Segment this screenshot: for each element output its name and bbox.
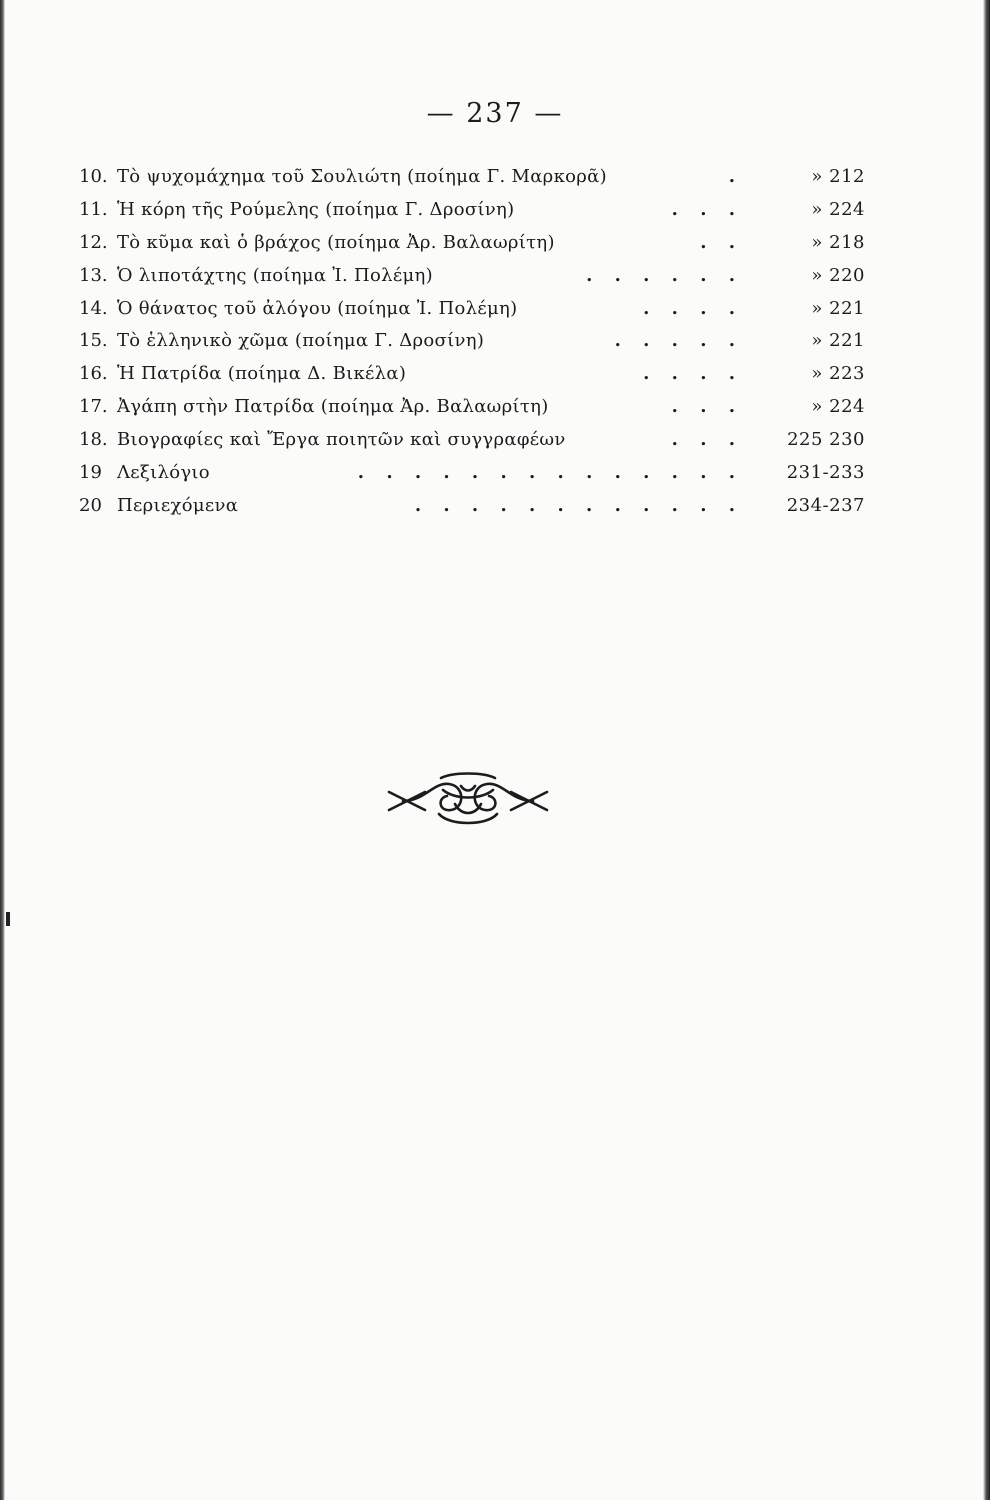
- scan-edge-left: [0, 0, 5, 1500]
- toc-dot-leaders: . .: [700, 231, 743, 253]
- scan-mark: [6, 912, 10, 926]
- toc-entry-title: Ἡ Πατρίδα (ποίημα Δ. Βικέλα): [117, 363, 407, 385]
- toc-dot-leaders: . . . . .: [614, 330, 743, 352]
- toc-dot-leaders: . . .: [671, 198, 743, 220]
- toc-entry-number: 12.: [79, 231, 108, 253]
- toc-entry: [79, 259, 865, 292]
- toc-entry: [79, 324, 865, 357]
- ornament-tailpiece-icon: [385, 770, 551, 832]
- toc-entry-title: Βιογραφίες καὶ Ἔργα ποιητῶν καὶ συγγραφέων: [117, 429, 566, 451]
- toc-entry-page: » 223: [811, 363, 865, 385]
- toc-entry-number: 17.: [79, 396, 108, 418]
- toc-entry: [79, 390, 865, 423]
- toc-entry-title: Τὸ ψυχομάχημα τοῦ Σουλιώτη (ποίημα Γ. Μαρκορᾶ): [117, 165, 607, 187]
- toc-dot-leaders: .: [728, 165, 743, 187]
- toc-entry: [79, 489, 865, 522]
- toc-dot-leaders: . . . .: [643, 363, 743, 385]
- toc-entry-number: 19: [79, 461, 102, 483]
- toc-entry: [79, 292, 865, 325]
- toc-entry-number: 10.: [79, 165, 108, 187]
- toc-entry-page: » 220: [811, 264, 865, 286]
- toc-entry-title: Λεξιλόγιο: [117, 461, 210, 483]
- toc-entry-title: Τὸ ἑλληνικὸ χῶμα (ποίημα Γ. Δροσίνη): [117, 330, 485, 352]
- toc-entry-title: Ἀγάπη στὴν Πατρίδα (ποίημα Ἀρ. Βαλαωρίτη): [117, 396, 549, 418]
- toc-entry-title: Τὸ κῦμα καὶ ὁ βράχος (ποίημα Ἀρ. Βαλαωρίτη): [117, 231, 555, 253]
- toc-entry-number: 11.: [79, 198, 108, 220]
- toc-entry: [79, 357, 865, 390]
- toc-entry-page: 225 230: [787, 429, 865, 451]
- toc-dot-leaders: . . . . . . . . . . . .: [414, 494, 743, 516]
- toc-entry: [79, 423, 865, 456]
- toc-entry-number: 20: [79, 494, 102, 516]
- toc-entry-page: » 218: [811, 231, 865, 253]
- toc-entry-number: 18.: [79, 429, 108, 451]
- toc-dot-leaders: . . .: [671, 396, 743, 418]
- toc-entry: [79, 456, 865, 489]
- toc-entry-page: 231-233: [786, 461, 865, 483]
- table-of-contents: [79, 160, 865, 522]
- toc-entry-page: 234-237: [786, 494, 865, 516]
- toc-dot-leaders: . . . . . .: [586, 264, 743, 286]
- toc-entry-title: Ὁ λιποτάχτης (ποίημα Ἰ. Πολέμη): [117, 264, 433, 286]
- toc-entry-number: 13.: [79, 264, 108, 286]
- toc-entry: [79, 226, 865, 259]
- toc-dot-leaders: . . . . . . . . . . . . . .: [357, 461, 743, 483]
- scan-edge-right: [983, 0, 990, 1500]
- toc-entry-title: Ἡ κόρη τῆς Ρούμελης (ποίημα Γ. Δροσίνη): [117, 198, 515, 220]
- toc-entry-title: Ὁ θάνατος τοῦ ἀλόγου (ποίημα Ἰ. Πολέμη): [117, 297, 518, 319]
- page-number: — 237 —: [426, 98, 564, 129]
- toc-entry-page: » 212: [811, 165, 865, 187]
- toc-dot-leaders: . . . .: [643, 297, 743, 319]
- toc-entry-page: » 221: [811, 297, 865, 319]
- toc-entry-number: 16.: [79, 363, 108, 385]
- toc-entry-number: 14.: [79, 297, 108, 319]
- toc-entry-page: » 224: [811, 198, 865, 220]
- toc-entry-page: » 224: [811, 396, 865, 418]
- toc-entry: [79, 193, 865, 226]
- toc-dot-leaders: . . .: [671, 429, 743, 451]
- toc-entry-title: Περιεχόμενα: [117, 494, 239, 516]
- toc-entry: [79, 160, 865, 193]
- toc-entry-page: » 221: [811, 330, 865, 352]
- toc-entry-number: 15.: [79, 330, 108, 352]
